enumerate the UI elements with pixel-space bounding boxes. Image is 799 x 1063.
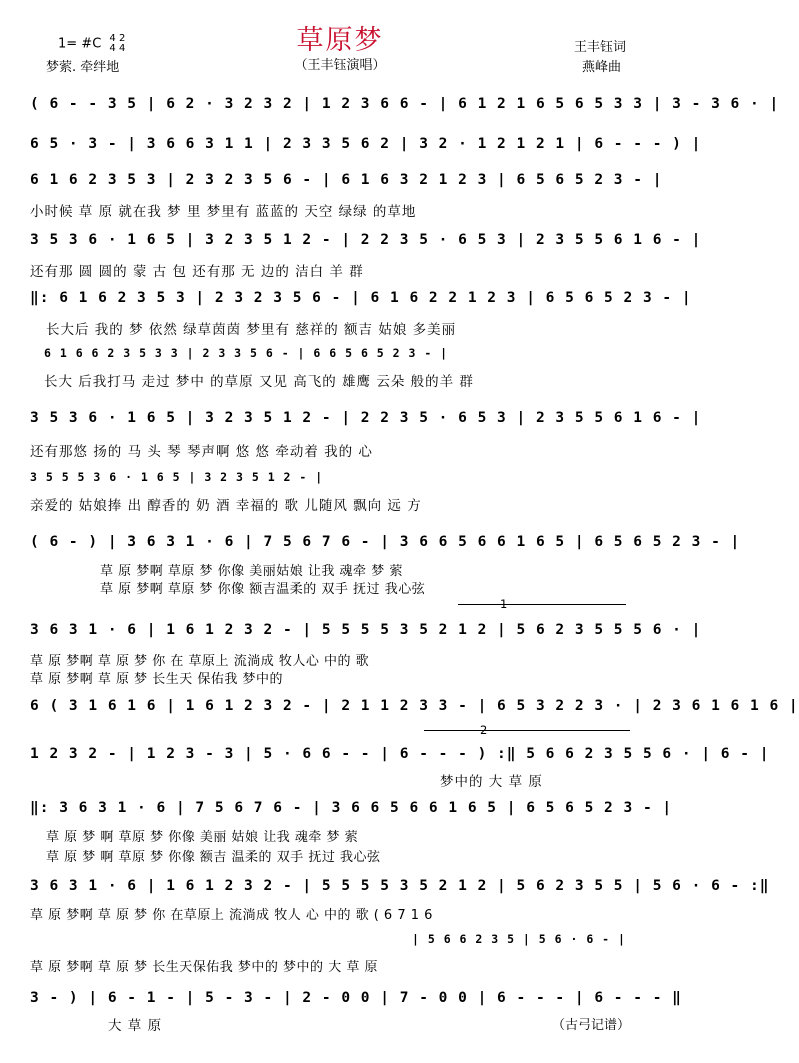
volta-number-1: 1 — [500, 597, 508, 611]
notation-line: ( 6 - - 3 5 | 6 2 · 3 2 3 2 | 1 2 3 6 6 - | 6 1 2 1 6 5 6 5 3 3 | 3 - 3 6 · | — [30, 96, 780, 112]
volta-bracket-1 — [458, 604, 626, 605]
lyric-line: 草 原 梦啊 草 原 梦 长生天保佑我 梦中的 梦中的 大 草 原 — [30, 960, 378, 975]
lyric-line: 小时候 草 原 就在我 梦 里 梦里有 蓝蓝的 天空 绿绿 的草地 — [30, 204, 417, 220]
key-label: 1= #C — [58, 36, 102, 52]
lyric-line: 草 原 梦 啊 草原 梦 你像 额吉 温柔的 双手 抚过 我心弦 — [46, 850, 381, 865]
notation-line: 6 ( 3 1 6 1 6 | 1 6 1 2 3 2 - | 2 1 1 2 3 3 - | 6 5 3 2 2 3 · | 2 3 6 1 6 1 6 | — [30, 698, 799, 714]
key-signature — [58, 34, 125, 54]
lyric-line: 长大 后我打马 走过 梦中 的草原 又见 高飞的 雄鹰 云朵 般的羊 群 — [44, 374, 474, 390]
lyric-line: 长大后 我的 梦 依然 绿草茵茵 梦里有 慈祥的 额吉 姑娘 多美丽 — [46, 322, 457, 338]
notation-line: 3 6 3 1 · 6 | 1 6 1 2 3 2 - | 5 5 5 5 3 5 2 1 2 | 5 6 2 3 5 5 | 5 6 · 6 - :‖ — [30, 878, 770, 894]
notation-line: 1 2 3 2 - | 1 2 3 - 3 | 5 · 6 6 - - | 6 - - - ) :‖ 5 6 6 2 3 5 5 6 · | 6 - | — [30, 746, 770, 762]
notation-line: ( 6 - ) | 3 6 3 1 · 6 | 7 5 6 7 6 - | 3 6 6 5 6 6 1 6 5 | 6 5 6 5 2 3 - | — [30, 534, 741, 550]
notation-line: ‖: 6 1 6 2 3 5 3 | 2 3 2 3 5 6 - | 6 1 6 2 2 1 2 3 | 6 5 6 5 2 3 - | — [30, 290, 692, 306]
lyric-line: 亲爱的 姑娘捧 出 醇香的 奶 酒 幸福的 歌 儿随风 飘向 远 方 — [30, 498, 422, 514]
notation-line: 6 1 6 2 3 5 3 | 2 3 2 3 5 6 - | 6 1 6 3 2 1 2 3 | 6 5 6 5 2 3 - | — [30, 172, 663, 188]
lyric-line: 梦中的 大 草 原 — [440, 774, 543, 790]
lyric-line: 草 原 梦啊 草 原 梦 你 在草原上 流淌成 牧人 心 中的 歌 ( 6 7 1 6 — [30, 908, 433, 923]
composer: 燕峰曲 — [582, 60, 622, 75]
lyricist-left: 梦萦. 牵绊地 — [46, 60, 120, 75]
notation-line: 3 5 3 6 · 1 6 5 | 3 2 3 5 1 2 - | 2 2 3 5 · 6 5 3 | 2 3 5 5 6 1 6 - | — [30, 232, 702, 248]
lyric-line: 草 原 梦啊 草 原 梦 你 在 草原上 流淌成 牧人心 中的 歌 — [30, 654, 370, 669]
notation-line: 6 5 · 3 - | 3 6 6 3 1 1 | 2 3 3 5 6 2 | 3 2 · 1 2 1 2 1 | 6 - - - ) | — [30, 136, 702, 152]
singer-note: （王丰钰演唱） — [294, 58, 386, 73]
lyric-line: 还有那悠 扬的 马 头 琴 琴声啊 悠 悠 牵动着 我的 心 — [30, 444, 373, 460]
lyric-line: 草 原 梦啊 草原 梦 你像 额吉温柔的 双手 抚过 我心弦 — [100, 582, 426, 597]
notation-line: 3 5 3 6 · 1 6 5 | 3 2 3 5 1 2 - | 2 2 3 5 · 6 5 3 | 2 3 5 5 6 1 6 - | — [30, 410, 702, 426]
lyric-line: 还有那 圆 圆的 蒙 古 包 还有那 无 边的 洁白 羊 群 — [30, 264, 364, 280]
volta-bracket-2 — [424, 730, 630, 731]
time-bottom: 4 4 — [109, 43, 126, 54]
lyric-line: 草 原 梦啊 草原 梦 你像 美丽姑娘 让我 魂牵 梦 萦 — [100, 564, 403, 579]
transcriber-credit: （古弓记谱） — [552, 1018, 631, 1033]
lyricist: 王丰钰词 — [574, 40, 627, 55]
notation-line: | 5 6 6 2 3 5 | 5 6 · 6 - | — [412, 932, 626, 946]
notation-line: ‖: 3 6 3 1 · 6 | 7 5 6 7 6 - | 3 6 6 5 6 6 1 6 5 | 6 5 6 5 2 3 - | — [30, 800, 673, 816]
volta-number-2: 2 — [480, 723, 488, 737]
time-signature — [109, 34, 125, 54]
notation-line: 3 - ) | 6 - 1 - | 5 - 3 - | 2 - 0 0 | 7 - 0 0 | 6 - - - | 6 - - - ‖ — [30, 990, 682, 1006]
song-title: 草原梦 — [296, 25, 384, 56]
lyric-line: 大 草 原 — [108, 1018, 163, 1034]
notation-line: 6 1 6 6 2 3 5 3 3 | 2 3 3 5 6 - | 6 6 5 6 5 2 3 - | — [44, 346, 449, 360]
lyric-line: 草 原 梦啊 草 原 梦 长生天 保佑我 梦中的 — [30, 672, 284, 687]
time-top: 4 2 — [109, 33, 126, 44]
lyric-line: 草 原 梦 啊 草原 梦 你像 美丽 姑娘 让我 魂牵 梦 萦 — [46, 830, 359, 845]
notation-line: 3 6 3 1 · 6 | 1 6 1 2 3 2 - | 5 5 5 5 3 5 2 1 2 | 5 6 2 3 5 5 5 6 · | — [30, 622, 702, 638]
notation-line: 3 5 5 5 3 6 · 1 6 5 | 3 2 3 5 1 2 - | — [30, 470, 324, 484]
